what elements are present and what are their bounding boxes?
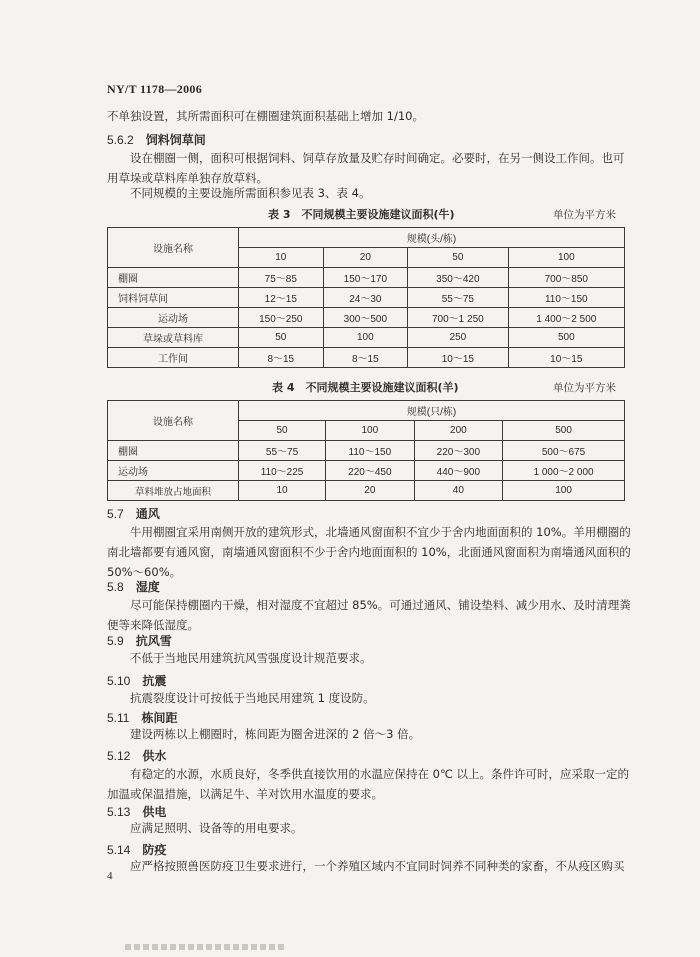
section-title: 防疫 bbox=[142, 843, 167, 857]
section-number: 5.14 bbox=[107, 843, 131, 857]
table-cell: 8～15 bbox=[239, 348, 324, 368]
table-cell: 55～75 bbox=[408, 288, 508, 308]
section-title: 栋间距 bbox=[141, 711, 178, 725]
section-title: 供水 bbox=[142, 749, 167, 763]
table-cell: 300～500 bbox=[323, 308, 408, 328]
table-cell: 12～15 bbox=[239, 288, 324, 308]
row-label: 运动场 bbox=[108, 308, 239, 328]
table-cell: 440～900 bbox=[414, 461, 503, 481]
table-cell: 250 bbox=[408, 328, 508, 348]
row-label: 工作间 bbox=[108, 348, 239, 368]
section-title: 通风 bbox=[135, 507, 160, 521]
scale-cell: 100 bbox=[508, 248, 624, 268]
section-5-8-paragraph: 尽可能保持棚圈内干燥，相对湿度不宜超过 85%。可通过通风、铺设垫料、减少用水、及时清理粪便等来降低湿度。 bbox=[107, 598, 631, 632]
table-row bbox=[108, 288, 625, 308]
table-cell: 700～1 250 bbox=[408, 308, 508, 328]
standard-code-header: NY/T 1178—2006 bbox=[107, 82, 202, 96]
table-cell: 1 400～2 500 bbox=[508, 308, 624, 328]
section-5-6-2-paragraph-2: 不同规模的主要设施所需面积参见表 3、表 4。 bbox=[130, 186, 371, 200]
section-number: 5.9 bbox=[107, 634, 124, 648]
section-title: 饲料饲草间 bbox=[145, 133, 206, 147]
section-title: 供电 bbox=[142, 805, 167, 819]
table-cell: 100 bbox=[323, 328, 408, 348]
table-cell: 220～450 bbox=[326, 461, 415, 481]
table-cell: 500 bbox=[508, 328, 624, 348]
table-header-facility: 设施名称 bbox=[108, 401, 239, 441]
table-4 bbox=[107, 400, 625, 501]
intro-paragraph: 不单独设置，其所需面积可在棚圈建筑面积基础上增加 1/10。 bbox=[107, 109, 424, 123]
row-label: 草垛或草料库 bbox=[108, 328, 239, 348]
table-cell: 700～850 bbox=[508, 268, 624, 288]
row-label: 棚圈 bbox=[108, 441, 239, 461]
section-number: 5.7 bbox=[107, 507, 124, 521]
table-cell: 10～15 bbox=[508, 348, 624, 368]
table-header-scale: 规模(头/栋) bbox=[239, 228, 625, 248]
table-3-caption: 表 3 不同规模主要设施建议面积(牛) bbox=[268, 208, 455, 221]
section-5-13-paragraph: 应满足照明、设备等的用电要求。 bbox=[130, 821, 303, 835]
table-cell: 24～30 bbox=[323, 288, 408, 308]
table-cell: 350～420 bbox=[408, 268, 508, 288]
section-5-6-2-heading bbox=[107, 131, 206, 148]
table-cell: 8～15 bbox=[323, 348, 408, 368]
footer-scan-artifact bbox=[125, 944, 285, 950]
table-cell: 500～675 bbox=[503, 441, 625, 461]
table-cell: 75～85 bbox=[239, 268, 324, 288]
scale-cell: 20 bbox=[323, 248, 408, 268]
row-label: 运动场 bbox=[108, 461, 239, 481]
section-5-10-paragraph: 抗震裂度设计可按低于当地民用建筑 1 度设防。 bbox=[130, 691, 375, 705]
table-row bbox=[108, 481, 625, 501]
section-number: 5.6.2 bbox=[107, 133, 134, 147]
section-5-9-paragraph: 不低于当地民用建筑抗风雪强度设计规范要求。 bbox=[130, 651, 372, 665]
section-number: 5.12 bbox=[107, 749, 131, 763]
table-cell: 10 bbox=[239, 481, 326, 501]
table-cell: 55～75 bbox=[239, 441, 326, 461]
table-row bbox=[108, 308, 625, 328]
section-5-8-heading bbox=[107, 578, 160, 595]
section-number: 5.11 bbox=[107, 711, 130, 725]
scale-cell: 200 bbox=[414, 421, 503, 441]
table-header-scale: 规模(只/栋) bbox=[239, 401, 625, 421]
table-cell: 150～250 bbox=[239, 308, 324, 328]
table-row bbox=[108, 328, 625, 348]
section-number: 5.8 bbox=[107, 580, 124, 594]
table-3 bbox=[107, 227, 625, 368]
section-5-12-paragraph: 有稳定的水源，水质良好，冬季供直接饮用的水温应保持在 0℃ 以上。条件许可时，应采取一定的加温或保温措施，以满足牛、羊对饮用水温度的要求。 bbox=[107, 767, 630, 801]
row-label: 饲料饲草间 bbox=[108, 288, 239, 308]
section-number: 5.10 bbox=[107, 674, 131, 688]
section-title: 抗风雪 bbox=[135, 634, 172, 648]
table-cell: 110～150 bbox=[326, 441, 415, 461]
table-header-facility: 设施名称 bbox=[108, 228, 239, 268]
section-5-9-heading bbox=[107, 632, 172, 649]
table-cell: 150～170 bbox=[323, 268, 408, 288]
scale-cell: 50 bbox=[239, 421, 326, 441]
table-3-unit: 单位为平方米 bbox=[553, 209, 616, 221]
page-number: 4 bbox=[107, 870, 113, 882]
table-4-caption: 表 4 不同规模主要设施建议面积(羊) bbox=[272, 381, 459, 394]
scale-cell: 500 bbox=[503, 421, 625, 441]
table-cell: 1 000～2 000 bbox=[503, 461, 625, 481]
table-row bbox=[108, 268, 625, 288]
scale-cell: 10 bbox=[239, 248, 324, 268]
table-row bbox=[108, 348, 625, 368]
section-5-7-paragraph: 牛用棚圈宜采用南侧开放的建筑形式，北墙通风窗面积不宜少于舍内地面面积的 10%。羊用棚圈的南北墙都要有通风窗，南墙通风窗面积不少于舍内地面面积的 10%，北面通风窗面积为南墙通风面积的 50%～60%。 bbox=[107, 525, 631, 579]
row-label: 草料堆放占地面积 bbox=[108, 481, 239, 501]
row-label: 棚圈 bbox=[108, 268, 239, 288]
table-row bbox=[108, 441, 625, 461]
table-cell: 10～15 bbox=[408, 348, 508, 368]
section-5-6-2-paragraph-1: 设在棚圈一侧，面积可根据饲料、饲草存放量及贮存时间确定。必要时，在另一侧设工作间。也可用草垛或草料库单独存放草料。 bbox=[107, 151, 625, 185]
section-5-7-heading bbox=[107, 505, 160, 522]
scale-cell: 100 bbox=[326, 421, 415, 441]
section-title: 湿度 bbox=[135, 580, 160, 594]
table-cell: 50 bbox=[239, 328, 324, 348]
table-cell: 20 bbox=[326, 481, 415, 501]
table-cell: 110～225 bbox=[239, 461, 326, 481]
section-5-11-paragraph: 建设两栋以上棚圈时，栋间距为圈舍进深的 2 倍～3 倍。 bbox=[130, 727, 421, 741]
section-title: 抗震 bbox=[142, 674, 167, 688]
table-row bbox=[108, 461, 625, 481]
section-number: 5.13 bbox=[107, 805, 131, 819]
section-5-10-heading bbox=[107, 672, 166, 689]
table-cell: 40 bbox=[414, 481, 503, 501]
table-4-unit: 单位为平方米 bbox=[553, 382, 616, 394]
scale-cell: 50 bbox=[408, 248, 508, 268]
section-5-12-heading bbox=[107, 747, 166, 764]
table-cell: 110～150 bbox=[508, 288, 624, 308]
table-cell: 100 bbox=[503, 481, 625, 501]
table-cell: 220～300 bbox=[414, 441, 503, 461]
section-5-14-paragraph: 应严格按照兽医防疫卫生要求进行，一个养殖区域内不宜同时饲养不同种类的家畜，不从疫区购买 bbox=[130, 859, 625, 873]
